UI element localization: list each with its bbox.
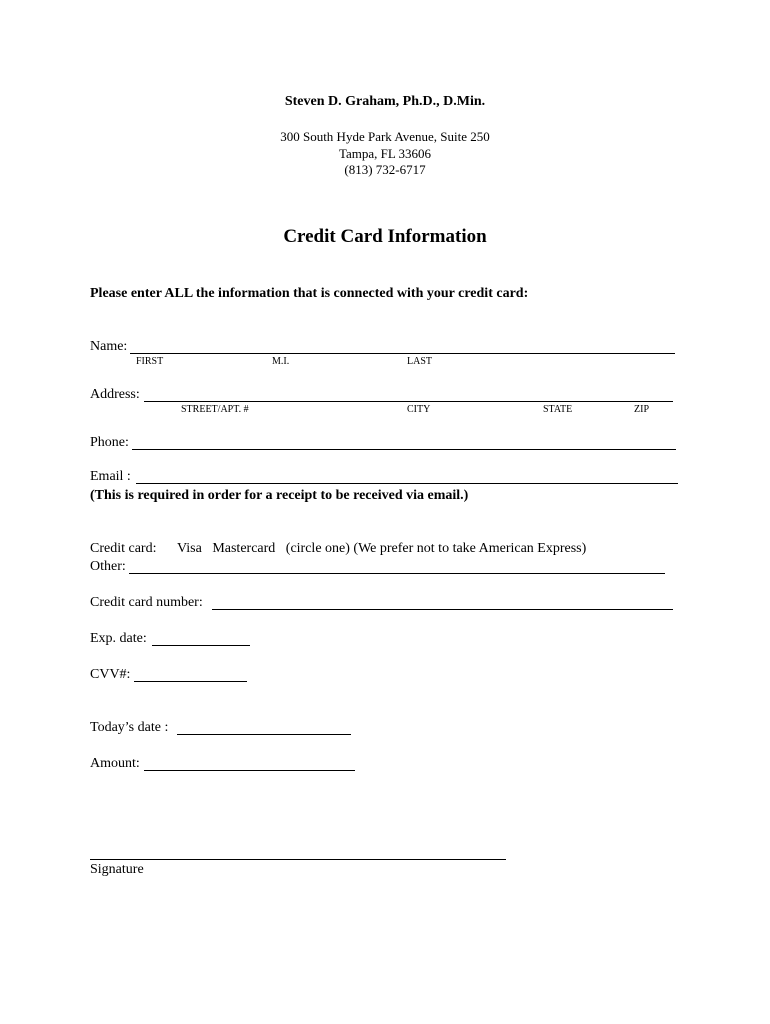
phone-number: (813) 732-6717 <box>344 162 426 177</box>
address-sub-zip: ZIP <box>634 404 649 415</box>
name-sub-mi: M.I. <box>272 356 290 367</box>
signature-line[interactable] <box>90 859 506 860</box>
todays-date-label: Today’s date : <box>90 720 169 735</box>
name-label: Name: <box>90 339 128 354</box>
name-field-line[interactable] <box>130 353 675 354</box>
address-field-line[interactable] <box>144 401 673 402</box>
credit-card-label: Credit card: <box>90 541 157 556</box>
signature-label: Signature <box>90 862 144 877</box>
address-sub-city: CITY <box>407 404 431 415</box>
name-sub-last: LAST <box>407 356 432 367</box>
email-field-line[interactable] <box>136 483 678 484</box>
card-number-label: Credit card number: <box>90 595 203 610</box>
address-label: Address: <box>90 387 140 402</box>
todays-date-field-line[interactable] <box>177 734 351 735</box>
address-sub-state: STATE <box>543 404 573 415</box>
exp-date-field-line[interactable] <box>152 645 250 646</box>
name-sub-first: FIRST <box>136 356 164 367</box>
address-sub-street: STREET/APT. # <box>181 404 249 415</box>
amount-field-line[interactable] <box>144 770 355 771</box>
email-label: Email : <box>90 469 131 484</box>
other-label: Other: <box>90 559 126 574</box>
cvv-label: CVV#: <box>90 667 131 682</box>
address-line-2: Tampa, FL 33606 <box>338 146 432 161</box>
exp-date-label: Exp. date: <box>90 631 147 646</box>
credit-card-options[interactable]: Visa Mastercard (circle one) (We prefer not to take American Express) <box>177 541 587 556</box>
instruction-text: Please enter ALL the information that is connected with your credit card: <box>90 286 529 301</box>
cvv-field-line[interactable] <box>134 681 247 682</box>
address-line-1: 300 South Hyde Park Avenue, Suite 250 <box>280 129 490 144</box>
practitioner-name: Steven D. Graham, Ph.D., D.Min. <box>284 94 486 109</box>
page-title: Credit Card Information <box>283 226 487 247</box>
other-field-line[interactable] <box>129 573 665 574</box>
phone-field-line[interactable] <box>132 449 676 450</box>
phone-label: Phone: <box>90 435 129 450</box>
amount-label: Amount: <box>90 756 140 771</box>
email-note: (This is required in order for a receipt to be received via email.) <box>90 488 469 503</box>
card-number-field-line[interactable] <box>212 609 673 610</box>
